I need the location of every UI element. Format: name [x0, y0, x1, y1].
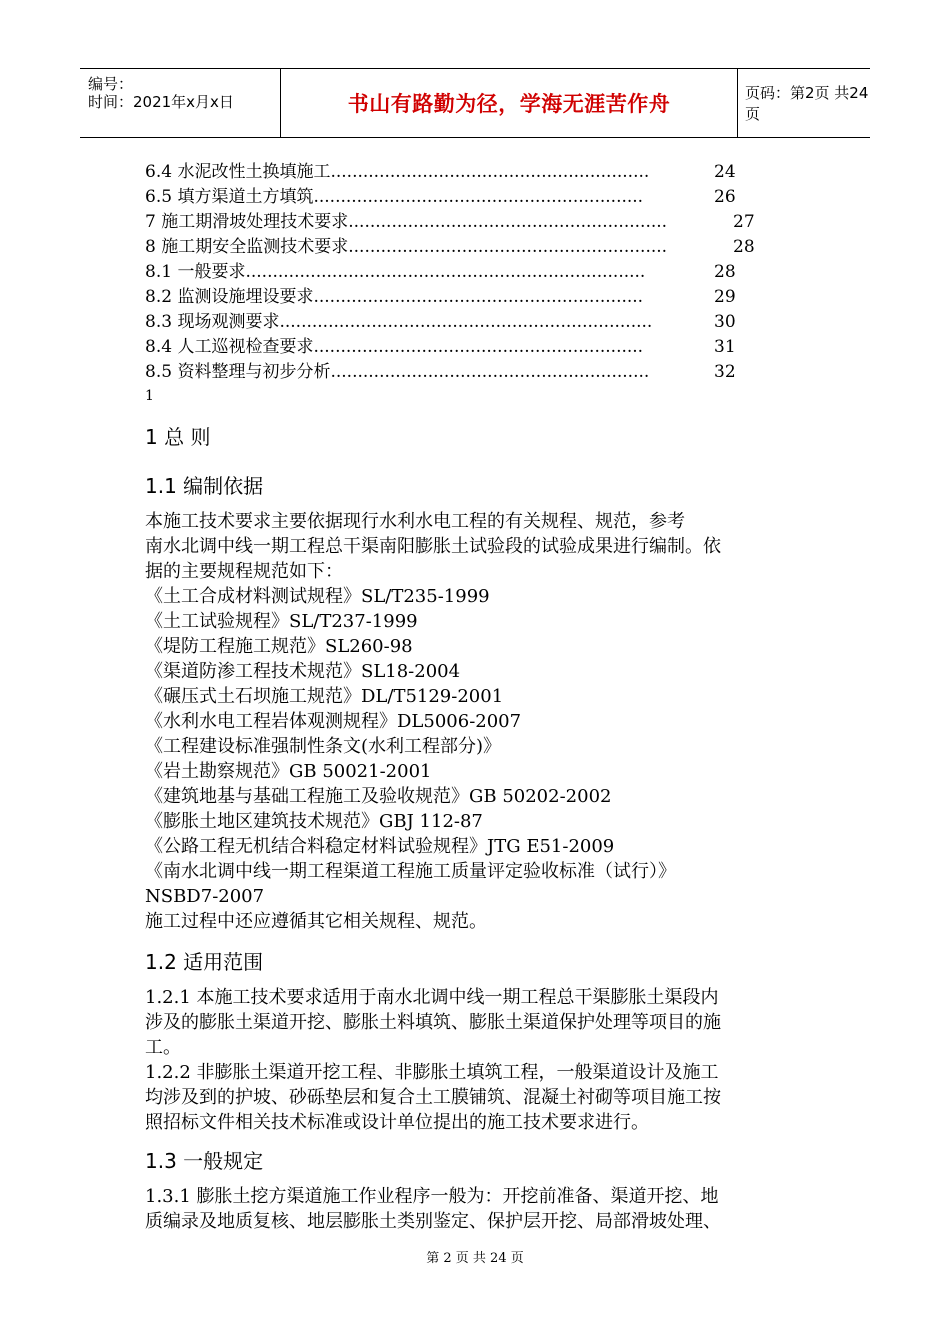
reference-item: 《南水北调中线一期工程渠道工程施工质量评定验收标准（试行）》: [145, 861, 676, 882]
header-number-label: 编号：: [88, 75, 134, 93]
header-page-info: 页码：第2页 共24页: [745, 84, 869, 123]
section-title-1-1: 1.1 编制依据: [145, 474, 264, 498]
paragraph-line: 1.2.1 本施工技术要求适用于南水北调中线一期工程总干渠膨胀土渠段内: [145, 987, 719, 1008]
reference-item: 《膨胀土地区建筑技术规范》GBJ 112-87: [145, 811, 483, 832]
reference-item: 《工程建设标准强制性条文(水利工程部分)》: [145, 736, 502, 757]
paragraph-line: 本施工技术要求主要依据现行水利水电工程的有关规程、规范，参考: [145, 511, 685, 532]
page-footer: 第 2 页 共 24 页: [426, 1251, 524, 1266]
reference-item: 《建筑地基与基础工程施工及验收规范》GB 50202-2002: [145, 786, 612, 807]
paragraph-line: 涉及的膨胀土渠道开挖、膨胀土料填筑、膨胀土渠道保护处理等项目的施: [145, 1012, 721, 1033]
section-title-1-3: 1.3 一般规定: [145, 1149, 264, 1173]
reference-item: NSBD7-2007: [145, 886, 265, 907]
paragraph-line: 1.2.2 非膨胀土渠道开挖工程、非膨胀土填筑工程，一般渠道设计及施工: [145, 1062, 719, 1083]
reference-item: 《碾压式土石坝施工规范》DL/T5129-2001: [145, 686, 504, 707]
reference-item: 《渠道防渗工程技术规范》SL18-2004: [145, 661, 461, 682]
paragraph-line: 1.3.1 膨胀土挖方渠道施工作业程序一般为：开挖前准备、渠道开挖、地: [145, 1186, 719, 1207]
reference-item: 《土工合成材料测试规程》SL/T235-1999: [145, 586, 490, 607]
header-motto-cell: [280, 69, 738, 137]
paragraph-line: 南水北调中线一期工程总干渠南阳膨胀土试验段的试验成果进行编制。依: [145, 536, 721, 557]
paragraph-line: 据的主要规程规范如下：: [145, 561, 343, 582]
header-page-cell: [737, 69, 870, 137]
header-time-label: 时间：2021年x月x日: [88, 93, 234, 111]
page-header: [80, 68, 870, 138]
paragraph-line: 工。: [145, 1037, 181, 1058]
chapter-title: 1 总 则: [145, 425, 211, 449]
paragraph-line: 质编录及地质复核、地层膨胀土类别鉴定、保护层开挖、局部滑坡处理、: [145, 1211, 721, 1232]
reference-item: 《堤防工程施工规范》SL260-98: [145, 636, 413, 657]
header-left-cell: [80, 69, 280, 137]
header-motto: 书山有路勤为径，学海无涯苦作舟: [347, 92, 671, 116]
reference-item: 《公路工程无机结合料稳定材料试验规程》JTG E51-2009: [145, 836, 615, 857]
paragraph-line: 均涉及到的护坡、砂砾垫层和复合土工膜铺筑、混凝土衬砌等项目施工按: [145, 1087, 721, 1108]
reference-item: 《水利水电工程岩体观测规程》DL5006-2007: [145, 711, 522, 732]
paragraph-line: 照招标文件相关技术标准或设计单位提出的施工技术要求进行。: [145, 1112, 649, 1133]
paragraph-line: 施工过程中还应遵循其它相关规程、规范。: [145, 911, 487, 932]
reference-item: 《土工试验规程》SL/T237-1999: [145, 611, 418, 632]
stray-number: 1: [145, 388, 154, 404]
reference-item: 《岩土勘察规范》GB 50021-2001: [145, 761, 432, 782]
section-title-1-2: 1.2 适用范围: [145, 950, 264, 974]
